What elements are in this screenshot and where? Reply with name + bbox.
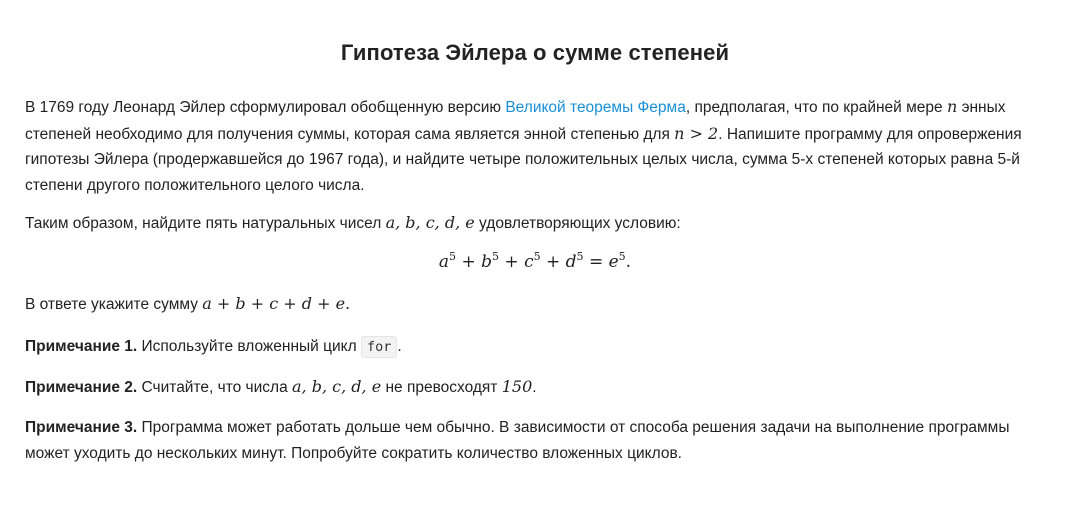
formula-b: b (481, 252, 492, 272)
answer-paragraph (25, 291, 1055, 318)
note-1-label: Примечание 1. (25, 338, 138, 355)
formula-c: c (524, 252, 534, 272)
formula-equals: = (588, 252, 604, 272)
for-code: for (361, 336, 397, 358)
note-2-text: Считайте, что числа (137, 379, 293, 396)
task-suffix: удовлетворяющих условию: (474, 215, 681, 232)
answer-prefix: В ответе укажите сумму (25, 296, 203, 313)
formula-exp-b: 5 (492, 250, 499, 263)
math-n: n (946, 97, 958, 116)
note-1 (25, 334, 1055, 361)
note-3-text: Программа может работать дольше чем обычно. В зависимости от способа решения задачи на выполнение программы может уходить до нескольких минут. Попробуйте сократить количество вложенных циклов. (25, 419, 1010, 462)
formula-plus-1: + (461, 252, 476, 272)
note-2-end: . (532, 379, 537, 396)
note-1-end: . (397, 338, 402, 355)
formula-a: a (438, 252, 450, 272)
intro-text-3: энных степеней необходимо для получения суммы, которая сама является энной степенью для (25, 99, 1006, 143)
fermat-theorem-link[interactable]: Великой теоремы Ферма (505, 99, 686, 116)
intro-text-1: В 1769 году Леонард Эйлер сформулировал обобщенную версию (25, 99, 506, 116)
task-prefix: Таким образом, найдите пять натуральных чисел (25, 215, 386, 232)
note-2-middle: не превосходят (381, 379, 502, 396)
note-3 (25, 415, 1055, 466)
formula-exp-d: 5 (576, 250, 584, 263)
formula-plus-2: + (504, 252, 519, 272)
answer-expression: a + b + c + d + e (202, 294, 346, 313)
note-1-text: Используйте вложенный цикл (137, 338, 361, 355)
intro-text-2: , предполагая, что по крайней мере (685, 99, 947, 116)
formula-exp-a: 5 (449, 250, 457, 263)
note-3-label: Примечание 3. (25, 419, 138, 436)
formula-d: d (565, 252, 577, 272)
formula-plus-3: + (546, 252, 561, 272)
note-2-limit: 150 (501, 377, 533, 396)
formula-end: . (625, 252, 632, 272)
note-2 (25, 374, 1055, 401)
task-paragraph (25, 210, 1055, 237)
intro-paragraph (25, 94, 1055, 198)
answer-end: . (345, 294, 351, 313)
intro-text-4: . Напишите программу для опровержения гипотезы Эйлера (продержавшейся до 1967 года), и найдите четыре положительных целых числа, сумма 5-х степеней которых равна 5-й степени другого положительного целого числа. (25, 125, 1022, 194)
math-variables: a, b, c, d, e (385, 213, 475, 232)
math-condition: n > 2 (674, 123, 719, 143)
formula-exp-e: 5 (618, 250, 626, 263)
page-title: Гипотеза Эйлера о сумме степеней (340, 40, 730, 65)
note-2-label: Примечание 2. (25, 379, 138, 396)
formula-exp-c: 5 (533, 250, 541, 263)
euler-formula (0, 252, 1070, 272)
note-2-variables: a, b, c, d, e (292, 377, 382, 396)
formula-e: e (608, 252, 619, 272)
